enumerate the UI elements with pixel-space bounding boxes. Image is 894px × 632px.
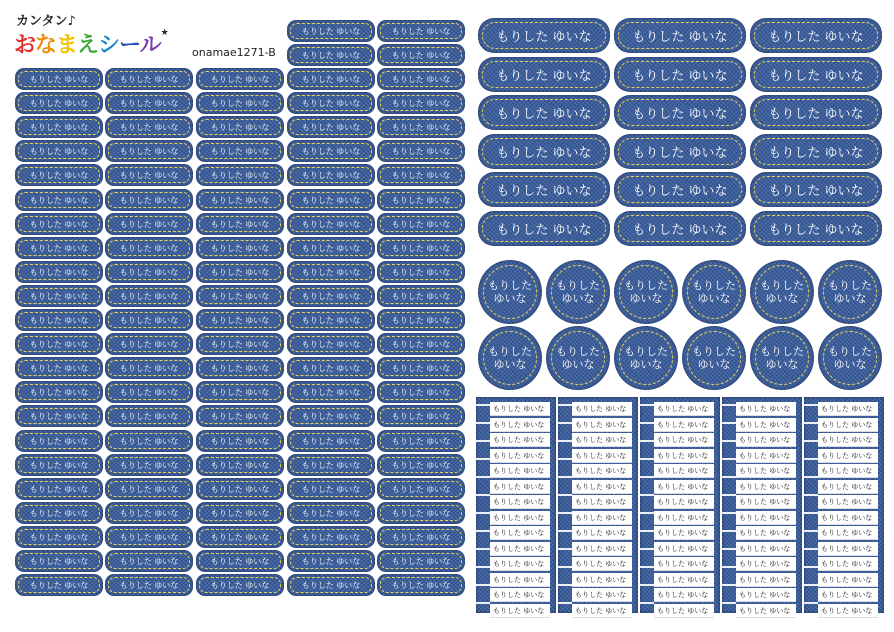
name-sticker-large: もりした ゆいな xyxy=(750,18,882,53)
logo-char: シ xyxy=(98,33,120,58)
name-sticker-small: もりした ゆいな xyxy=(287,502,375,524)
name-sticker-small: もりした ゆいな xyxy=(196,140,284,162)
strip-label: もりした ゆいな xyxy=(736,557,796,571)
logo xyxy=(14,28,168,59)
name-sticker-round: もりした ゆいな xyxy=(750,326,814,390)
strip-label: もりした ゆいな xyxy=(654,557,714,571)
name-sticker-small: もりした ゆいな xyxy=(287,261,375,283)
name-sticker-small: もりした ゆいな xyxy=(196,189,284,211)
strip-label: もりした ゆいな xyxy=(736,511,796,525)
name-sticker-small: もりした ゆいな xyxy=(287,285,375,307)
strip-label: もりした ゆいな xyxy=(572,526,632,540)
name-sticker-small: もりした ゆいな xyxy=(377,454,465,476)
name-sticker-small: もりした ゆいな xyxy=(196,261,284,283)
strip-label: もりした ゆいな xyxy=(818,526,878,540)
strip-label: もりした ゆいな xyxy=(736,433,796,447)
name-sticker-small: もりした ゆいな xyxy=(105,213,193,235)
name-sticker-small: もりした ゆいな xyxy=(196,405,284,427)
strip-label: もりした ゆいな xyxy=(654,604,714,618)
strip-label: もりした ゆいな xyxy=(572,588,632,602)
name-sticker-large: もりした ゆいな xyxy=(478,172,610,207)
name-sticker-small: もりした ゆいな xyxy=(377,309,465,331)
strip-label: もりした ゆいな xyxy=(818,433,878,447)
name-sticker-small: もりした ゆいな xyxy=(105,140,193,162)
name-sticker-small: もりした ゆいな xyxy=(15,140,103,162)
name-sticker-round: もりした ゆいな xyxy=(478,326,542,390)
name-sticker-small: もりした ゆいな xyxy=(196,333,284,355)
name-sticker-small: もりした ゆいな xyxy=(377,526,465,548)
name-sticker-small: もりした ゆいな xyxy=(105,309,193,331)
name-sticker-small: もりした ゆいな xyxy=(287,140,375,162)
name-sticker-small: もりした ゆいな xyxy=(287,381,375,403)
name-sticker-small: もりした ゆいな xyxy=(377,213,465,235)
tagline: カンタン♪ xyxy=(16,14,76,29)
strip-label: もりした ゆいな xyxy=(736,526,796,540)
logo-char: え xyxy=(77,33,99,58)
name-sticker-small: もりした ゆいな xyxy=(196,454,284,476)
name-sticker-round: もりした ゆいな xyxy=(818,326,882,390)
strip-label: もりした ゆいな xyxy=(490,573,550,587)
strip-label: もりした ゆいな xyxy=(654,511,714,525)
strip-label: もりした ゆいな xyxy=(818,495,878,509)
name-sticker-small: もりした ゆいな xyxy=(377,478,465,500)
name-sticker-small: もりした ゆいな xyxy=(377,44,465,66)
name-sticker-small: もりした ゆいな xyxy=(287,164,375,186)
strip-label: もりした ゆいな xyxy=(490,433,550,447)
name-sticker-large: もりした ゆいな xyxy=(478,18,610,53)
name-sticker-small: もりした ゆいな xyxy=(287,550,375,572)
name-sticker-small: もりした ゆいな xyxy=(196,285,284,307)
strip-label: もりした ゆいな xyxy=(572,464,632,478)
name-sticker-large: もりした ゆいな xyxy=(750,95,882,130)
strip-label: もりした ゆいな xyxy=(572,495,632,509)
logo-char: お xyxy=(14,33,36,58)
name-sticker-small: もりした ゆいな xyxy=(377,430,465,452)
name-sticker-small: もりした ゆいな xyxy=(105,478,193,500)
name-sticker-small: もりした ゆいな xyxy=(287,44,375,66)
strip-label: もりした ゆいな xyxy=(736,588,796,602)
strip-label: もりした ゆいな xyxy=(490,604,550,618)
strip-label: もりした ゆいな xyxy=(736,495,796,509)
name-sticker-small: もりした ゆいな xyxy=(196,237,284,259)
name-sticker-small: もりした ゆいな xyxy=(377,189,465,211)
name-sticker-small: もりした ゆいな xyxy=(287,68,375,90)
name-sticker-small: もりした ゆいな xyxy=(196,213,284,235)
name-sticker-small: もりした ゆいな xyxy=(377,381,465,403)
name-sticker-small: もりした ゆいな xyxy=(287,478,375,500)
strip-label: もりした ゆいな xyxy=(736,449,796,463)
name-sticker-large: もりした ゆいな xyxy=(478,57,610,92)
strip-label: もりした ゆいな xyxy=(490,449,550,463)
name-sticker-small: もりした ゆいな xyxy=(105,285,193,307)
name-sticker-small: もりした ゆいな xyxy=(15,237,103,259)
name-sticker-small: もりした ゆいな xyxy=(287,20,375,42)
name-sticker-small: もりした ゆいな xyxy=(287,92,375,114)
name-sticker-small: もりした ゆいな xyxy=(377,405,465,427)
name-sticker-small: もりした ゆいな xyxy=(15,454,103,476)
name-sticker-large: もりした ゆいな xyxy=(478,95,610,130)
name-sticker-small: もりした ゆいな xyxy=(105,430,193,452)
logo-char: な xyxy=(35,33,57,58)
name-sticker-small: もりした ゆいな xyxy=(15,68,103,90)
name-sticker-small: もりした ゆいな xyxy=(196,116,284,138)
strip-label: もりした ゆいな xyxy=(572,480,632,494)
name-sticker-large: もりした ゆいな xyxy=(614,172,746,207)
logo-char: ま xyxy=(56,33,78,58)
brand-header xyxy=(14,10,284,62)
name-sticker-small: もりした ゆいな xyxy=(287,430,375,452)
strip-label: もりした ゆいな xyxy=(818,511,878,525)
name-sticker-small: もりした ゆいな xyxy=(377,164,465,186)
name-sticker-small: もりした ゆいな xyxy=(15,526,103,548)
name-sticker-small: もりした ゆいな xyxy=(287,309,375,331)
name-sticker-small: もりした ゆいな xyxy=(15,164,103,186)
name-sticker-small: もりした ゆいな xyxy=(287,189,375,211)
name-sticker-small: もりした ゆいな xyxy=(15,92,103,114)
name-sticker-small: もりした ゆいな xyxy=(15,478,103,500)
name-sticker-small: もりした ゆいな xyxy=(15,550,103,572)
name-sticker-small: もりした ゆいな xyxy=(377,20,465,42)
strip-label: もりした ゆいな xyxy=(818,480,878,494)
strip-label: もりした ゆいな xyxy=(490,542,550,556)
strip-label: もりした ゆいな xyxy=(736,480,796,494)
name-sticker-round: もりした ゆいな xyxy=(818,260,882,324)
name-sticker-small: もりした ゆいな xyxy=(287,213,375,235)
name-sticker-small: もりした ゆいな xyxy=(196,430,284,452)
name-sticker-large: もりした ゆいな xyxy=(750,172,882,207)
strip-label: もりした ゆいな xyxy=(490,511,550,525)
name-sticker-round: もりした ゆいな xyxy=(614,260,678,324)
name-sticker-small: もりした ゆいな xyxy=(287,454,375,476)
strip-label: もりした ゆいな xyxy=(654,588,714,602)
strip-label: もりした ゆいな xyxy=(654,573,714,587)
strip-label: もりした ゆいな xyxy=(736,402,796,416)
strip-label: もりした ゆいな xyxy=(654,526,714,540)
name-sticker-small: もりした ゆいな xyxy=(287,526,375,548)
name-sticker-small: もりした ゆいな xyxy=(15,357,103,379)
strip-label: もりした ゆいな xyxy=(572,433,632,447)
name-sticker-large: もりした ゆいな xyxy=(614,211,746,246)
name-sticker-small: もりした ゆいな xyxy=(15,116,103,138)
name-sticker-large: もりした ゆいな xyxy=(614,95,746,130)
name-sticker-small: もりした ゆいな xyxy=(196,309,284,331)
strip-label: もりした ゆいな xyxy=(818,464,878,478)
name-sticker-small: もりした ゆいな xyxy=(15,502,103,524)
strip-label: もりした ゆいな xyxy=(572,542,632,556)
name-sticker-small: もりした ゆいな xyxy=(287,405,375,427)
name-sticker-small: もりした ゆいな xyxy=(377,92,465,114)
name-sticker-small: もりした ゆいな xyxy=(105,189,193,211)
star-icon: ★ xyxy=(160,28,168,38)
strip-label: もりした ゆいな xyxy=(818,542,878,556)
strip-label: もりした ゆいな xyxy=(654,402,714,416)
name-sticker-small: もりした ゆいな xyxy=(377,68,465,90)
strip-label: もりした ゆいな xyxy=(654,542,714,556)
name-sticker-small: もりした ゆいな xyxy=(105,68,193,90)
strip-label: もりした ゆいな xyxy=(654,418,714,432)
strip-label: もりした ゆいな xyxy=(490,402,550,416)
name-sticker-small: もりした ゆいな xyxy=(105,237,193,259)
strip-label: もりした ゆいな xyxy=(572,604,632,618)
name-sticker-small: もりした ゆいな xyxy=(287,357,375,379)
name-sticker-small: もりした ゆいな xyxy=(105,164,193,186)
strip-label: もりした ゆいな xyxy=(572,573,632,587)
strip-label: もりした ゆいな xyxy=(654,464,714,478)
strip-label-column xyxy=(722,397,802,613)
strip-label-column xyxy=(476,397,556,613)
name-sticker-small: もりした ゆいな xyxy=(105,381,193,403)
strip-label: もりした ゆいな xyxy=(654,480,714,494)
strip-label: もりした ゆいな xyxy=(818,588,878,602)
strip-label: もりした ゆいな xyxy=(736,573,796,587)
name-sticker-small: もりした ゆいな xyxy=(196,550,284,572)
strip-label: もりした ゆいな xyxy=(818,418,878,432)
name-sticker-small: もりした ゆいな xyxy=(105,502,193,524)
name-sticker-round: もりした ゆいな xyxy=(546,260,610,324)
name-sticker-small: もりした ゆいな xyxy=(105,454,193,476)
strip-label: もりした ゆいな xyxy=(490,480,550,494)
strip-label: もりした ゆいな xyxy=(736,418,796,432)
strip-label-column xyxy=(804,397,884,613)
strip-label: もりした ゆいな xyxy=(818,449,878,463)
name-sticker-small: もりした ゆいな xyxy=(377,140,465,162)
name-sticker-small: もりした ゆいな xyxy=(196,526,284,548)
strip-label: もりした ゆいな xyxy=(654,495,714,509)
name-sticker-small: もりした ゆいな xyxy=(377,357,465,379)
name-sticker-small: もりした ゆいな xyxy=(377,502,465,524)
name-sticker-small: もりした ゆいな xyxy=(15,285,103,307)
name-sticker-small: もりした ゆいな xyxy=(377,116,465,138)
strip-label: もりした ゆいな xyxy=(490,557,550,571)
name-sticker-small: もりした ゆいな xyxy=(377,574,465,596)
name-sticker-large: もりした ゆいな xyxy=(614,18,746,53)
name-sticker-small: もりした ゆいな xyxy=(287,116,375,138)
name-sticker-round: もりした ゆいな xyxy=(750,260,814,324)
product-code: onamae1271-B xyxy=(192,46,276,59)
name-sticker-small: もりした ゆいな xyxy=(377,237,465,259)
name-sticker-small: もりした ゆいな xyxy=(15,213,103,235)
strip-label: もりした ゆいな xyxy=(490,526,550,540)
name-sticker-small: もりした ゆいな xyxy=(15,405,103,427)
name-sticker-small: もりした ゆいな xyxy=(15,381,103,403)
strip-label: もりした ゆいな xyxy=(818,557,878,571)
name-sticker-large: もりした ゆいな xyxy=(750,211,882,246)
strip-label: もりした ゆいな xyxy=(572,557,632,571)
strip-label: もりした ゆいな xyxy=(736,464,796,478)
name-sticker-small: もりした ゆいな xyxy=(15,430,103,452)
name-sticker-large: もりした ゆいな xyxy=(750,134,882,169)
name-sticker-small: もりした ゆいな xyxy=(287,574,375,596)
name-sticker-small: もりした ゆいな xyxy=(196,381,284,403)
name-sticker-round: もりした ゆいな xyxy=(682,260,746,324)
name-sticker-large: もりした ゆいな xyxy=(750,57,882,92)
name-sticker-small: もりした ゆいな xyxy=(105,550,193,572)
strip-label: もりした ゆいな xyxy=(490,418,550,432)
strip-label: もりした ゆいな xyxy=(572,449,632,463)
name-sticker-small: もりした ゆいな xyxy=(105,116,193,138)
name-sticker-small: もりした ゆいな xyxy=(196,92,284,114)
name-sticker-small: もりした ゆいな xyxy=(15,574,103,596)
name-sticker-large: もりした ゆいな xyxy=(614,134,746,169)
name-sticker-small: もりした ゆいな xyxy=(377,261,465,283)
logo-char: ル xyxy=(139,33,161,58)
name-sticker-small: もりした ゆいな xyxy=(196,574,284,596)
strip-label: もりした ゆいな xyxy=(654,449,714,463)
name-sticker-large: もりした ゆいな xyxy=(614,57,746,92)
name-sticker-small: もりした ゆいな xyxy=(15,333,103,355)
strip-label: もりした ゆいな xyxy=(572,511,632,525)
strip-label: もりした ゆいな xyxy=(490,495,550,509)
strip-label: もりした ゆいな xyxy=(490,464,550,478)
name-sticker-small: もりした ゆいな xyxy=(105,92,193,114)
name-sticker-large: もりした ゆいな xyxy=(478,211,610,246)
name-sticker-small: もりした ゆいな xyxy=(377,333,465,355)
strip-label: もりした ゆいな xyxy=(818,573,878,587)
strip-label: もりした ゆいな xyxy=(818,402,878,416)
strip-label: もりした ゆいな xyxy=(654,433,714,447)
strip-label: もりした ゆいな xyxy=(818,604,878,618)
name-sticker-small: もりした ゆいな xyxy=(196,478,284,500)
name-sticker-small: もりした ゆいな xyxy=(15,309,103,331)
name-sticker-small: もりした ゆいな xyxy=(196,68,284,90)
name-sticker-small: もりした ゆいな xyxy=(105,405,193,427)
strip-label-column xyxy=(558,397,638,613)
strip-label: もりした ゆいな xyxy=(490,588,550,602)
name-sticker-small: もりした ゆいな xyxy=(377,285,465,307)
name-sticker-small: もりした ゆいな xyxy=(105,357,193,379)
name-sticker-small: もりした ゆいな xyxy=(15,261,103,283)
name-sticker-small: もりした ゆいな xyxy=(105,574,193,596)
name-sticker-small: もりした ゆいな xyxy=(105,526,193,548)
name-sticker-round: もりした ゆいな xyxy=(478,260,542,324)
name-sticker-round: もりした ゆいな xyxy=(614,326,678,390)
name-sticker-small: もりした ゆいな xyxy=(196,164,284,186)
name-sticker-round: もりした ゆいな xyxy=(546,326,610,390)
strip-label: もりした ゆいな xyxy=(736,542,796,556)
strip-label: もりした ゆいな xyxy=(736,604,796,618)
name-sticker-small: もりした ゆいな xyxy=(196,357,284,379)
name-sticker-small: もりした ゆいな xyxy=(377,550,465,572)
name-sticker-small: もりした ゆいな xyxy=(196,502,284,524)
name-sticker-small: もりした ゆいな xyxy=(287,333,375,355)
strip-label: もりした ゆいな xyxy=(572,418,632,432)
name-sticker-small: もりした ゆいな xyxy=(15,189,103,211)
logo-char: ー xyxy=(119,33,140,58)
name-sticker-small: もりした ゆいな xyxy=(287,237,375,259)
name-sticker-small: もりした ゆいな xyxy=(105,261,193,283)
name-sticker-round: もりした ゆいな xyxy=(682,326,746,390)
strip-label: もりした ゆいな xyxy=(572,402,632,416)
name-sticker-large: もりした ゆいな xyxy=(478,134,610,169)
strip-label-column xyxy=(640,397,720,613)
name-sticker-small: もりした ゆいな xyxy=(105,333,193,355)
